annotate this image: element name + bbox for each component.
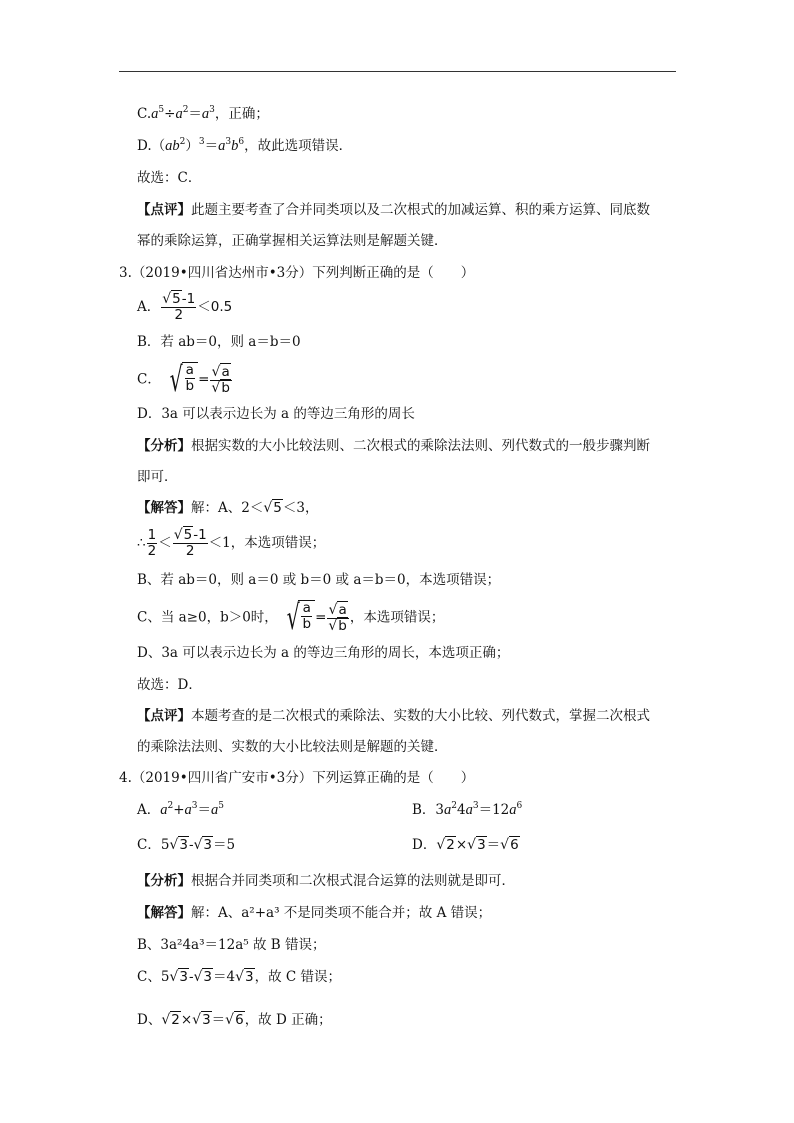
q3-solution-a2: ∴ $\frac{1}{2}$ ＜ $\frac{√5-1}{2}$ ＜1，本选项错误； bbox=[137, 527, 326, 559]
q4-option-b: B．$3a^24a^3=12a^6$ bbox=[412, 801, 523, 818]
q4-solution-b: B、3a²4a³＝12a⁵ 故 B 错误； bbox=[137, 937, 326, 953]
q3-answer: 故选：D． bbox=[137, 677, 202, 693]
q3-analysis: 【分析】根据实数的大小比较法则、二次根式的乘除法法则、列代数式的一般步骤判断 bbox=[137, 438, 650, 454]
q3-solution-a: 【解答】解：A、2＜√5＜3， bbox=[137, 500, 319, 516]
q4-option-c: C．5√3-√3＝5 bbox=[137, 837, 236, 853]
q4-option-d: D．√2×√3＝√6 bbox=[412, 837, 519, 853]
q4-option-a: A．$a^2+a^3=a^5$ bbox=[137, 801, 225, 818]
q4-solution-c: C、5√3-√3＝4√3，故 C 错误； bbox=[137, 969, 342, 985]
q3-solution-d: D、3a 可以表示边长为 a 的等边三角形的周长，本选项正确； bbox=[137, 645, 510, 661]
header-rule bbox=[119, 71, 676, 72]
q4-analysis: 【分析】根据合并同类项和二次根式混合运算的法则就是即可． bbox=[137, 873, 515, 889]
p1-answer: 故选：C． bbox=[137, 170, 202, 186]
p1-comment-cont: 幂的乘除运算，正确掌握相关运算法则是解题关键． bbox=[137, 233, 448, 249]
q3-option-a: A． $\frac{√5-1}{2}$ ＜0.5 bbox=[137, 291, 233, 323]
p1-option-c: $C.a^5\div a^2=a^3$，正确； bbox=[137, 105, 269, 122]
p1-option-d: $D.(ab^2)^3=a^3b^6$，故此选项错误． bbox=[137, 137, 353, 154]
q3-option-b: B．若 ab＝0，则 a＝b＝0 bbox=[137, 334, 301, 350]
q3-header: 3.（2019•四川省达州市•3分）下列判断正确的是（ ） bbox=[119, 265, 475, 281]
q3-option-d: D．3a 可以表示边长为 a 的等边三角形的周长 bbox=[137, 406, 415, 422]
q4-solution-d: D、√2×√3＝√6，故 D 正确； bbox=[137, 1012, 332, 1028]
q3-comment-cont: 的乘除法法则、实数的大小比较法则是解题的关键． bbox=[137, 739, 448, 755]
q3-solution-c: C、当 a≥0，b＞0时， √ $\frac{a}{b}$ = $\frac{√a}{√b}$ ，本选项错误； bbox=[137, 598, 445, 638]
q3-analysis-cont: 即可． bbox=[137, 469, 178, 485]
q3-solution-b: B、若 ab＝0，则 a＝0 或 b＝0 或 a＝b＝0，本选项错误； bbox=[137, 572, 501, 588]
q4-header: 4.（2019•四川省广安市•3分）下列运算正确的是（ ） bbox=[119, 770, 475, 786]
q4-solution-a: 【解答】解：A、a²+a³ 不是同类项不能合并；故 A 错误； bbox=[137, 905, 492, 921]
q3-comment: 【点评】本题考查的是二次根式的乘除法、实数的大小比较、列代数式，掌握二次根式 bbox=[137, 708, 650, 724]
p1-comment: 【点评】此题主要考查了合并同类项以及二次根式的加减运算、积的乘方运算、同底数 bbox=[137, 202, 650, 218]
q3-option-c: C． √ $\frac{a}{b}$ = $\frac{√a}{√b}$ bbox=[137, 360, 230, 400]
